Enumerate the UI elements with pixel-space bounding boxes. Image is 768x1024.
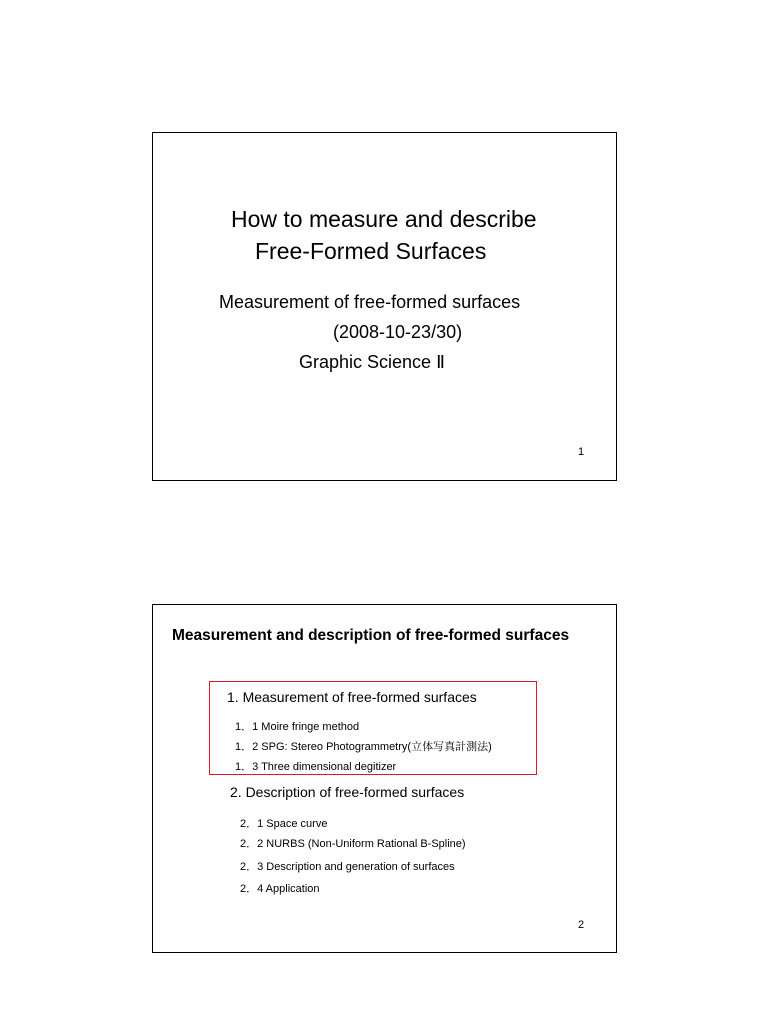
page-number: 2 — [578, 919, 585, 931]
outline-item: 1．3 Three dimensional degitizer — [235, 761, 397, 773]
section-title-1: 1. Measurement of free-formed surfaces — [227, 689, 477, 705]
outline-item: 2．1 Space curve — [240, 818, 328, 830]
page-number: 1 — [578, 446, 585, 458]
slide-1 — [152, 132, 617, 481]
section-title-2: 2. Description of free-formed surfaces — [230, 784, 465, 800]
slide-date: (2008-10-23/30) — [333, 322, 463, 342]
slide-title-line-1: How to measure and describe — [231, 206, 537, 232]
outline-item: 2．4 Application — [240, 883, 320, 895]
slide-heading: Measurement and description of free-formed surfaces — [172, 627, 570, 644]
outline-item: 1．2 SPG: Stereo Photogrammetry(立体写真計測法) — [235, 741, 492, 753]
outline-item: 1．1 Moire fringe method — [235, 721, 360, 733]
outline-item: 2．3 Description and generation of surfaces — [240, 861, 455, 873]
slide-2 — [152, 604, 617, 953]
slide-title-line-2: Free-Formed Surfaces — [255, 238, 487, 264]
slide-subtitle: Measurement of free-formed surfaces — [219, 292, 521, 312]
course-name: Graphic Science Ⅱ — [299, 352, 445, 372]
outline-item: 2．2 NURBS (Non-Uniform Rational B-Spline) — [240, 838, 466, 850]
